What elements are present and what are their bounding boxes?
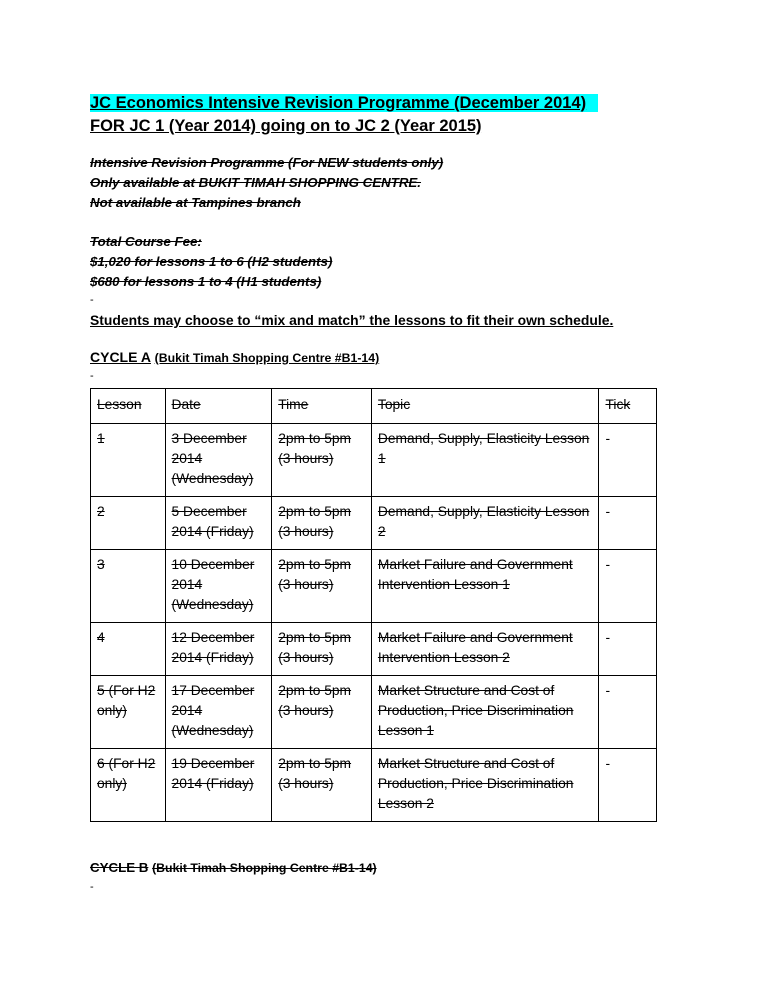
title-highlight: JC Economics Intensive Revision Programme (December 2014) — [90, 94, 598, 112]
cycle-b-label: CYCLE B — [90, 860, 149, 875]
schedule-table — [90, 388, 657, 822]
header-lesson: Lesson — [91, 389, 166, 424]
cell-topic: Market Structure and Cost of Production, Price Discrimination Lesson 2 — [371, 749, 599, 822]
cycle-a-location: (Bukit Timah Shopping Centre #B1-14) — [154, 351, 380, 365]
cycle-b-heading — [90, 858, 377, 878]
table-row — [91, 676, 657, 749]
title-line-2: FOR JC 1 (Year 2014) going on to JC 2 (Year 2015) — [90, 117, 482, 135]
table-header-row — [91, 389, 657, 424]
cycle-a-heading — [90, 347, 379, 368]
cell-time: 2pm to 5pm (3 hours) — [272, 749, 372, 822]
cell-date: 12 December 2014 (Friday) — [165, 623, 272, 676]
table-row — [91, 749, 657, 822]
cell-time: 2pm to 5pm (3 hours) — [272, 550, 372, 623]
cell-time: 2pm to 5pm (3 hours) — [272, 676, 372, 749]
table-row — [91, 497, 657, 550]
fee-h2: $1,020 for lessons 1 to 6 (H2 students) — [90, 254, 333, 269]
cycle-b-location: (Bukit Timah Shopping Centre #B1-14) — [152, 861, 377, 875]
cell-time: 2pm to 5pm (3 hours) — [272, 497, 372, 550]
table-row — [91, 424, 657, 497]
cell-lesson: 3 — [91, 550, 166, 623]
intro-line-3: Not available at Tampines branch — [90, 195, 301, 210]
cell-date: 10 December 2014 (Wednesday) — [165, 550, 272, 623]
cell-tick[interactable]: - — [599, 676, 657, 749]
cell-lesson: 6 (For H2 only) — [91, 749, 166, 822]
header-date: Date — [165, 389, 272, 424]
fee-h1: $680 for lessons 1 to 4 (H1 students) — [90, 274, 322, 289]
header-time: Time — [272, 389, 372, 424]
intro-line-2: Only available at BUKIT TIMAH SHOPPING CENTRE. — [90, 175, 422, 190]
dash-marker: - — [90, 881, 94, 893]
table-row — [91, 550, 657, 623]
header-tick: Tick — [599, 389, 657, 424]
cell-topic: Market Failure and Government Intervention Lesson 2 — [371, 623, 599, 676]
cell-date: 17 December 2014 (Wednesday) — [165, 676, 272, 749]
cell-tick[interactable]: - — [599, 550, 657, 623]
fee-heading: Total Course Fee: — [90, 234, 202, 249]
table-row — [91, 623, 657, 676]
cell-topic: Demand, Supply, Elasticity Lesson 1 — [371, 424, 599, 497]
cycle-a-label: CYCLE A — [90, 349, 151, 365]
title-line-1 — [90, 92, 598, 114]
header-topic: Topic — [371, 389, 599, 424]
cell-tick[interactable]: - — [599, 497, 657, 550]
mix-match-note: Students may choose to “mix and match” the lessons to fit their own schedule. — [90, 312, 614, 328]
cell-date: 5 December 2014 (Friday) — [165, 497, 272, 550]
cell-tick[interactable]: - — [599, 424, 657, 497]
cell-lesson: 5 (For H2 only) — [91, 676, 166, 749]
cell-tick[interactable]: - — [599, 623, 657, 676]
cell-tick[interactable]: - — [599, 749, 657, 822]
dash-marker: - — [90, 294, 94, 306]
cell-topic: Market Failure and Government Intervention Lesson 1 — [371, 550, 599, 623]
cell-time: 2pm to 5pm (3 hours) — [272, 424, 372, 497]
cell-lesson: 4 — [91, 623, 166, 676]
cell-topic: Market Structure and Cost of Production, Price Discrimination Lesson 1 — [371, 676, 599, 749]
cell-topic: Demand, Supply, Elasticity Lesson 2 — [371, 497, 599, 550]
dash-marker: - — [90, 370, 94, 382]
cell-date: 19 December 2014 (Friday) — [165, 749, 272, 822]
cell-lesson: 2 — [91, 497, 166, 550]
cell-date: 3 December 2014 (Wednesday) — [165, 424, 272, 497]
intro-line-1: Intensive Revision Programme (For NEW students only) — [90, 155, 444, 170]
cell-time: 2pm to 5pm (3 hours) — [272, 623, 372, 676]
cell-lesson: 1 — [91, 424, 166, 497]
